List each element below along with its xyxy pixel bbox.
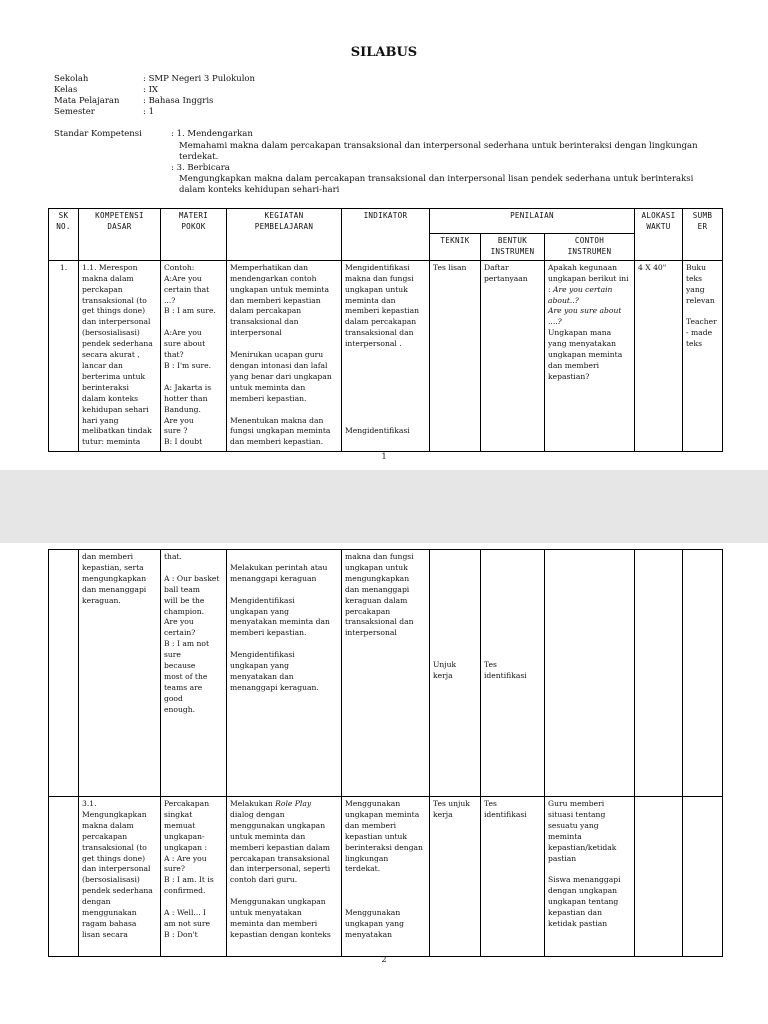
header-kompetensi-dasar: KOMPETENSI DASAR (79, 209, 161, 261)
cell-indikator: Menggunakan ungkapan meminta dan memberi kepastian untuk berinteraksi dengan lingkungan terdekat. Menggunakan ungkapan yang menyatakan (342, 797, 430, 957)
info-value-semester: : 1 (143, 107, 154, 117)
cell-indikator: makna dan fungsi ungkapan untuk mengungkapkan dan menanggapi keraguan dalam percakapan transaksional dan interpersonal (342, 550, 430, 797)
header-materi-pokok: MATERI POKOK (161, 209, 227, 261)
cell-materi: Percakapan singkat memuat ungkapan- ungkapan : A : Are you sure? B : I am. It is confirmed. A : Well... I am not sure B : Don't (161, 797, 227, 957)
cell-alokasi (635, 797, 683, 957)
page-number: 1 (381, 452, 387, 461)
cell-bentuk: Tes identifikasi (481, 797, 545, 957)
cell-kd: 3.1. Mengungkapkan makna dalam percakapan transaksional (to get things done) dan interpersonal (bersosialisasi) pendek sederhana dengan menggunakan ragam bahasa lisan secara (79, 797, 161, 957)
header-sk-no: SK NO. (49, 209, 79, 261)
cell-kegiatan (227, 797, 342, 957)
cell-contoh (545, 260, 635, 451)
cell-contoh (545, 550, 635, 797)
page-2 (0, 543, 768, 1024)
cell-kegiatan: Melakukan perintah atau menanggapi keraguan Mengidentifikasi ungkapan yang menyatakan meminta dan memberi kepastian. Mengidentifikasi ungkapan yang menyatakan dan menanggapi keraguan. (227, 550, 342, 797)
header-contoh-instrumen: CONTOH INSTRUMEN (545, 234, 635, 261)
kegiatan-role-play: Role Play (275, 799, 312, 808)
cell-teknik: Tes lisan (430, 260, 481, 451)
info-label-semester: Semester (54, 107, 95, 117)
cell-sumber (683, 797, 723, 957)
info-label-kelas: Kelas (54, 85, 78, 95)
cell-materi: Contoh: A:Are you certain that ...? B : I am sure. A:Are you sure about that? B : I'm sure. A: Jakarta is hotter than Bandung. Are you sure ? B: I doubt (161, 260, 227, 451)
info-value-sekolah: : SMP Negeri 3 Pulokulon (143, 74, 256, 84)
page-title: SILABUS (350, 45, 418, 60)
cell-no (49, 797, 79, 957)
header-indikator: INDIKATOR (342, 209, 430, 261)
contoh-text-3: Are you sure about ....? (548, 306, 622, 327)
cell-alokasi (635, 550, 683, 797)
kegiatan-text-2: dialog dengan menggunakan ungkapan untuk meminta dan memberi kepastian dalam percakapan transaksional dan interpersonal, seperti contoh dari guru. Menggunakan ungkapan untuk menyatakan meminta dan memberi kepastian dengan konteks (230, 809, 331, 939)
info-label-mapel: Mata Pelajaran (54, 96, 120, 106)
header-teknik: TEKNIK (430, 234, 481, 261)
info-value-mapel: : Bahasa Inggris (143, 96, 214, 106)
header-bentuk-instrumen: BENTUK INSTRUMEN (481, 234, 545, 261)
sk1-description: Memahami makna dalam percakapan transaksional dan interpersonal sederhana untuk berinteraksi dengan lingkungan terdekat. (179, 141, 698, 162)
syllabus-table (48, 208, 723, 452)
cell-alokasi: 4 X 40" (635, 260, 683, 451)
contoh-text-1: Apakah kegunaan ungkapan berikut ini : (548, 262, 629, 294)
page-1 (0, 0, 768, 470)
sk2-description: Mengungkapkan makna dalam percakapan transaksional dan interpersonal lisan pendek sederhana untuk berinteraksi dalam konteks kehidupan sehari-hari (179, 174, 694, 195)
cell-teknik: Unjuk kerja (430, 550, 481, 797)
cell-indikator: Mengidentifikasi makna dan fungsi ungkapan untuk meminta dan memberi kepastian dalam percakapan transaksional dan interpersonal . Mengidentifikasi (342, 260, 430, 451)
cell-teknik: Tes unjuk kerja (430, 797, 481, 957)
cell-kd: dan memberi kepastian, serta mengungkapkan dan menanggapi keraguan. (79, 550, 161, 797)
cell-kd: 1.1. Merespon makna dalam perckapan transaksional (to get things done) dan interpersonal (bersosialisasi) pendek sederhana secara akurat , lancar dan berterima untuk berinteraksi dalam konteks kehidupan sehari hari yang melibatkan tindak tutur: meminta (79, 260, 161, 451)
info-value-kelas: : IX (143, 85, 158, 95)
table-row (49, 260, 723, 451)
header-sumber: SUMB ER (683, 209, 723, 261)
cell-kegiatan: Memperhatikan dan mendengarkan contoh ungkapan untuk meminta dan memberi kepastian dalam percakapan transaksional dan interpersonal Menirukan ucapan guru dengan intonasi dan lafal yang benar dari ungkapan untuk meminta dan memberi kepastian. Menentukan makna dan fungsi ungkapan meminta dan memberi kepastian. (227, 260, 342, 451)
sk2-heading: : 3. Berbicara (171, 163, 230, 173)
contoh-text-4: Ungkapan mana yang menyatakan ungkapan meminta dan memberi kepastian? (548, 328, 623, 381)
cell-bentuk: Daftar pertanyaan (481, 260, 545, 451)
page-number: 2 (381, 955, 387, 964)
kegiatan-text-1: Melakukan (230, 799, 276, 808)
cell-sumber: Buku teks yang relevan Teacher - made teks (683, 260, 723, 451)
header-kegiatan: KEGIATAN PEMBELAJARAN (227, 209, 342, 261)
header-alokasi-waktu: ALOKASI WAKTU (635, 209, 683, 261)
cell-no (49, 550, 79, 797)
sk-label: Standar Kompetensi (54, 129, 142, 139)
header-penilaian: PENILAIAN (430, 209, 635, 234)
info-label-sekolah: Sekolah (54, 74, 89, 84)
cell-contoh: Guru memberi situasi tentang sesuatu yang meminta kepastian/ketidak pastian Siswa menanggapi dengan ungkapan ungkapan tentang kepastian dan ketidak pastian (545, 797, 635, 957)
cell-sumber (683, 550, 723, 797)
cell-no: 1. (49, 260, 79, 451)
table-row (49, 797, 723, 957)
contoh-text-2: Are you certain about..? (548, 284, 613, 305)
cell-materi: that. A : Our basket ball team will be the champion. Are you certain? B : I am not sure because most of the teams are good enough. (161, 550, 227, 797)
sk1-heading: : 1. Mendengarkan (171, 129, 253, 139)
table-row (49, 550, 723, 797)
syllabus-table-continued (48, 549, 723, 957)
cell-bentuk: Tes identifikasi (481, 550, 545, 797)
